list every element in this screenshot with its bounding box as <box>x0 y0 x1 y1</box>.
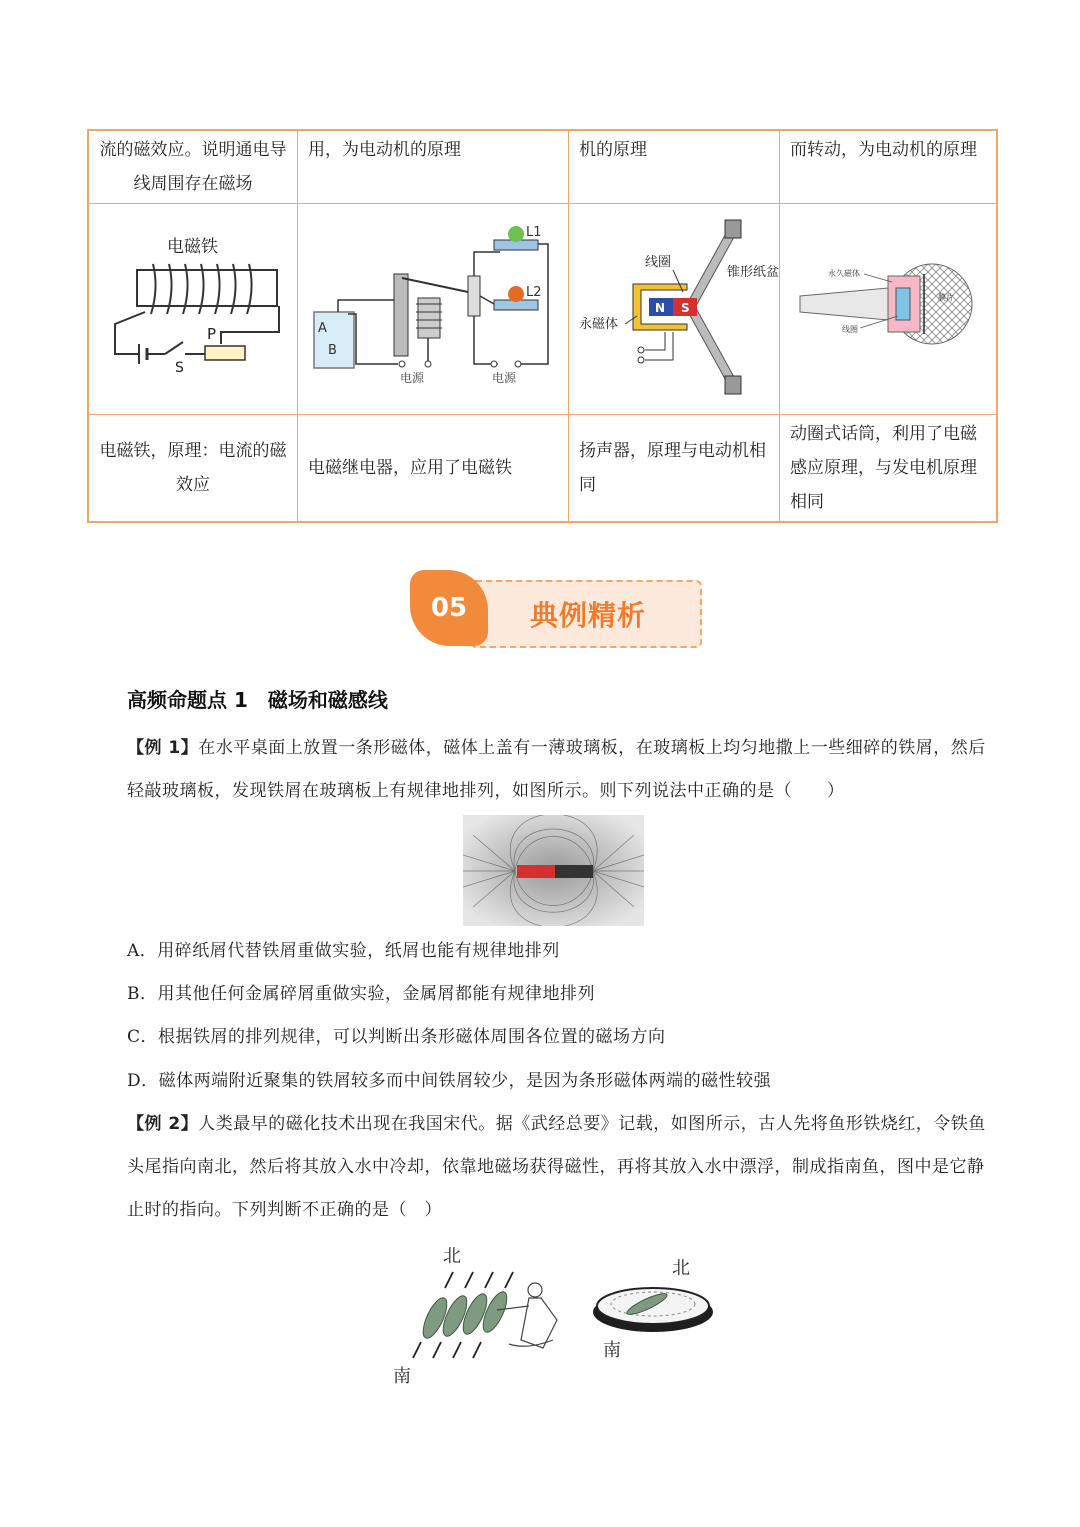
table-cell: 动圈式话筒，利用了电磁感应原理，与发电机原理相同 <box>780 415 998 523</box>
magnet-label: 永磁体 <box>579 317 619 332</box>
beaker-a-label: A <box>318 321 327 336</box>
diaphragm-label: 膜片 <box>938 293 954 302</box>
table-cell: 用，为电动机的原理 <box>298 130 569 204</box>
table-row <box>88 204 997 415</box>
table-cell <box>88 204 298 415</box>
switch-label: S <box>175 360 184 376</box>
table-cell <box>780 204 998 415</box>
example2-text: 人类最早的磁化技术出现在我国宋代。据《武经总要》记载，如图所示，古人先将鱼形铁烧红，令铁鱼头尾指向南北，然后将其放入水中冷却，依靠地磁场获得磁性，再将其放入水中漂浮，制成指南鱼，图中是它静止时的指向。下列判断不正确的是（ ） <box>127 1114 986 1220</box>
table-cell <box>569 204 780 415</box>
table-cell: 流的磁效应。说明通电导线周围存在磁场 <box>88 130 298 204</box>
magnet-n-label: N <box>655 301 666 315</box>
table-cell <box>298 204 569 415</box>
south-label-left: 南 <box>393 1366 411 1387</box>
power2-label: 电源 <box>492 371 517 385</box>
table-cell: 机的原理 <box>569 130 780 204</box>
table-cell: 电磁继电器，应用了电磁铁 <box>298 415 569 523</box>
lamp2-label: L2 <box>526 285 542 300</box>
section-number: 05 <box>410 570 488 646</box>
slider-label: P <box>207 325 217 343</box>
example1-text: 在水平桌面上放置一条形磁体，磁体上盖有一薄玻璃板，在玻璃板上均匀地撒上一些细碎的铁屑，然后轻敲玻璃板，发现铁屑在玻璃板上有规律地排列，如图所示。则下列说法中正确的是（ ） <box>127 738 986 801</box>
power1-label: 电源 <box>400 371 425 385</box>
microphone-figure <box>780 204 996 402</box>
cone-label: 锥形纸盆 <box>727 265 779 280</box>
electromagnet-figure <box>89 204 297 402</box>
table-row <box>88 415 997 523</box>
permanent-magnet-label: 永久磁体 <box>828 269 860 278</box>
coil-label: 线圈 <box>645 255 672 270</box>
beaker-b-label: B <box>328 343 337 358</box>
example1-option-c: C．根据铁屑的排列规律，可以判断出条形磁体周围各位置的磁场方向 <box>127 1027 666 1047</box>
table-row <box>88 130 997 204</box>
section-badge <box>410 570 700 648</box>
magnet-s-label: S <box>681 301 690 315</box>
compass-fish-figure <box>385 1240 725 1390</box>
example1-option-a: A．用碎纸屑代替铁屑重做实验，纸屑也能有规律地排列 <box>127 941 560 961</box>
table-cell: 而转动，为电动机的原理 <box>780 130 998 204</box>
iron-filings-figure <box>463 815 644 926</box>
relay-figure <box>298 204 568 402</box>
example1-question <box>127 727 987 813</box>
coil-label-mic: 线圈 <box>842 325 858 334</box>
comparison-table <box>87 129 998 523</box>
example1-option-d: D．磁体两端附近聚集的铁屑较多而中间铁屑较少，是因为条形磁体两端的磁性较强 <box>127 1071 772 1091</box>
south-label-right: 南 <box>603 1340 621 1361</box>
example1-tag: 【例 1】 <box>127 738 199 758</box>
loudspeaker-figure <box>569 204 779 402</box>
example2-tag: 【例 2】 <box>127 1114 199 1134</box>
electromagnet-label: 电磁铁 <box>167 237 218 257</box>
table-cell: 电磁铁，原理：电流的磁效应 <box>88 415 298 523</box>
north-label-right: 北 <box>672 1258 690 1279</box>
section-title: 典例精析 <box>530 599 647 632</box>
example1-option-b: B．用其他任何金属碎屑重做实验，金属屑都能有规律地排列 <box>127 984 595 1004</box>
table-cell: 扬声器，原理与电动机相同 <box>569 415 780 523</box>
lamp1-label: L1 <box>526 225 542 240</box>
topic-heading: 高频命题点 1 磁场和磁感线 <box>127 688 388 712</box>
example2-question <box>127 1103 987 1232</box>
north-label-left: 北 <box>443 1246 461 1267</box>
